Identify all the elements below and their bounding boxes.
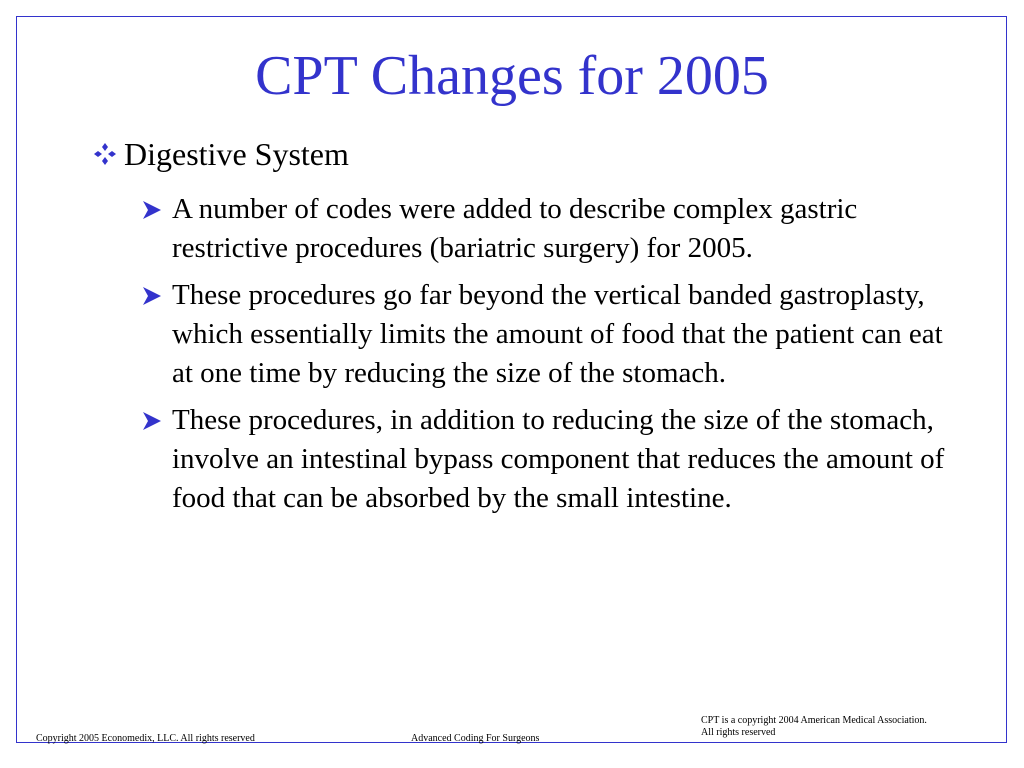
four-diamond-icon [92,134,124,174]
footer-cpt-line2: All rights reserved [701,727,776,738]
arrowhead-icon [140,401,172,440]
slide-title: CPT Changes for 2005 [255,45,769,107]
footer-cpt-notice [701,715,927,739]
list-item [140,276,960,393]
topic-label: Digestive System [124,136,349,172]
list-item [140,190,960,268]
list-item [140,401,960,518]
list-item-text: These procedures go far beyond the vertical banded gastroplasty, which essentially limits the amount of food that the patient can eat at one time by reducing the size of the stomach. [172,279,943,389]
footer-course-title: Advanced Coding For Surgeons [411,733,540,744]
footer-copyright: Copyright 2005 Economedix, LLC. All rights reserved [36,733,255,744]
footer-cpt-line1: CPT is a copyright 2004 American Medical Association. [701,715,927,726]
list-item-text: These procedures, in addition to reducing the size of the stomach, involve an intestinal bypass component that reduces the amount of food that can be absorbed by the small intestine. [172,404,945,514]
arrowhead-icon [140,276,172,315]
arrowhead-icon [140,190,172,229]
sub-bullet-list [140,190,960,526]
list-item-text: A number of codes were added to describe complex gastric restrictive procedures (bariatric surgery) for 2005. [172,193,858,264]
topic-bullet [92,134,349,174]
